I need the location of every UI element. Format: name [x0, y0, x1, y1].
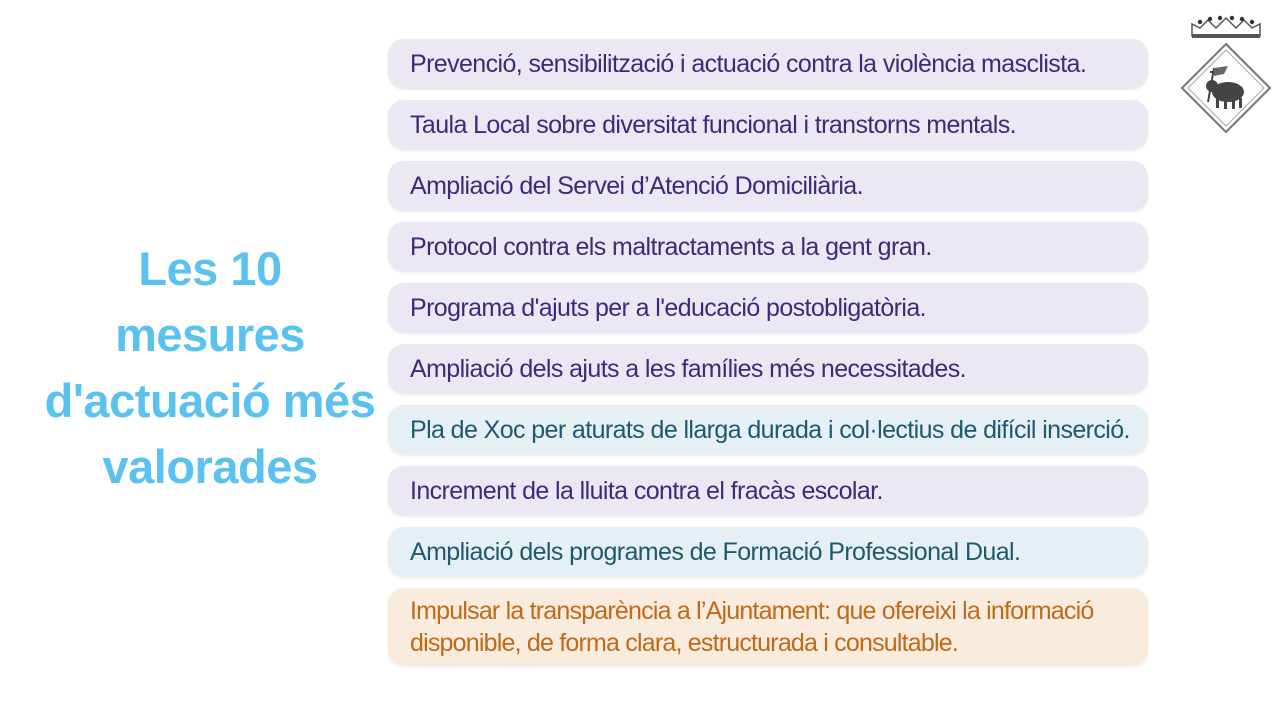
title-line-1: Les 10 mesures	[115, 242, 305, 361]
measure-item-6	[388, 344, 1148, 394]
measure-item-10	[388, 588, 1148, 666]
measures-list	[388, 39, 1148, 677]
measure-text: Prevenció, sensibilització i actuació contra la violència masclista.	[410, 49, 1087, 78]
measure-item-7	[388, 405, 1148, 455]
measure-item-4	[388, 222, 1148, 272]
measure-text: Programa d'ajuts per a l'educació postobligatòria.	[410, 293, 926, 322]
measure-text: Increment de la lluita contra el fracàs escolar.	[410, 476, 883, 505]
measure-item-9	[388, 527, 1148, 577]
measure-text: Ampliació dels programes de Formació Professional Dual.	[410, 537, 1021, 566]
measure-text: Pla de Xoc per aturats de llarga durada i col·lectius de difícil inserció.	[410, 415, 1130, 444]
measure-text: Protocol contra els maltractaments a la gent gran.	[410, 232, 932, 261]
measure-text: Impulsar la transparència a l’Ajuntament: que ofereixi la informació disponible, de forma clara, estructurada i consultable.	[410, 597, 1094, 657]
title-line-2: d'actuació més	[44, 374, 376, 427]
page-title	[40, 236, 380, 500]
measure-text: Ampliació del Servei d’Atenció Domiciliària.	[410, 171, 863, 200]
measure-item-2	[388, 100, 1148, 150]
measure-item-1	[388, 39, 1148, 89]
measure-text: Taula Local sobre diversitat funcional i transtorns mentals.	[410, 110, 1016, 139]
municipal-coat-of-arms-icon	[1178, 6, 1274, 136]
measure-item-8	[388, 466, 1148, 516]
measure-item-5	[388, 283, 1148, 333]
title-line-3: valorades	[102, 440, 318, 493]
measure-text: Ampliació dels ajuts a les famílies més necessitades.	[410, 354, 966, 383]
measure-item-3	[388, 161, 1148, 211]
